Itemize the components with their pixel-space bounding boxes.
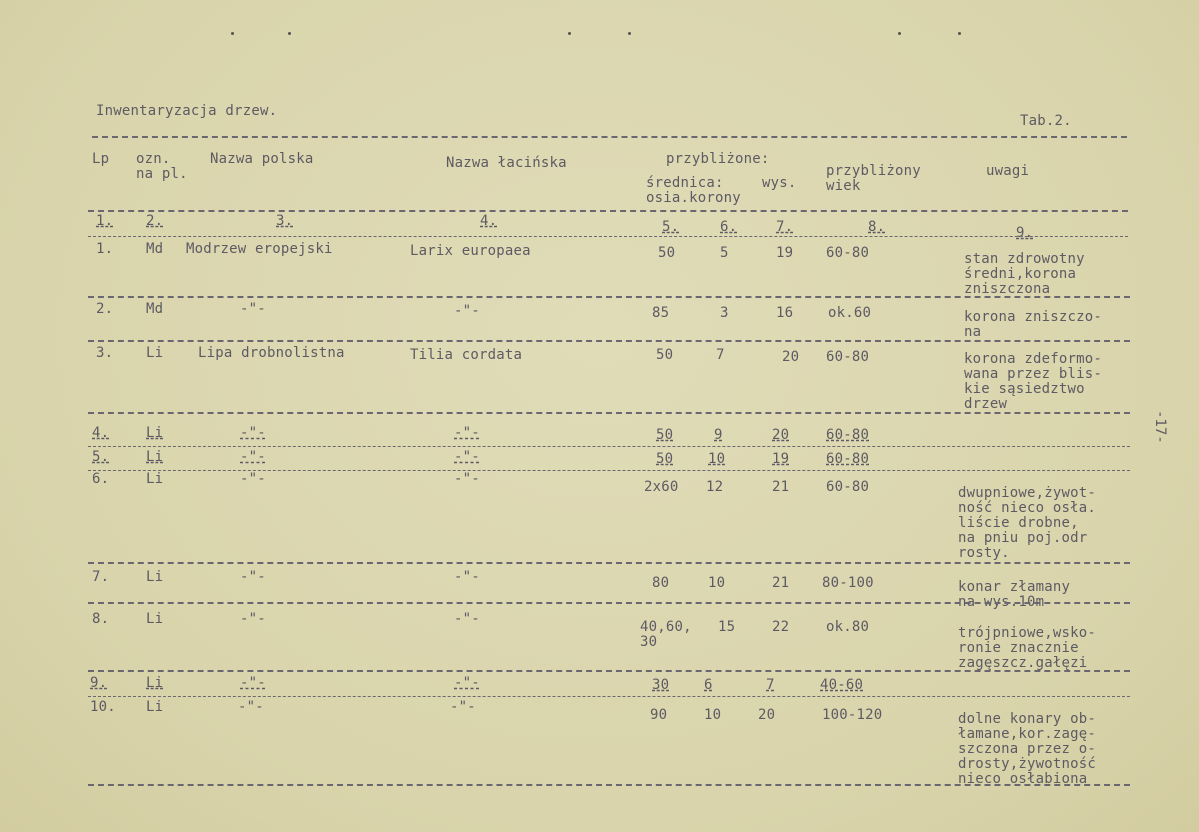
row-lp: 6. xyxy=(92,471,110,487)
row-srednica: 85 xyxy=(652,305,670,321)
row-nazwa-polska: -"- xyxy=(240,449,266,465)
row-nazwa-polska: Modrzew eropejski xyxy=(186,241,333,257)
row-nazwa-polska: -"- xyxy=(240,471,266,487)
row-wysokosc: 7 xyxy=(766,677,775,693)
punch-mark xyxy=(898,32,901,35)
colnum-2: 2. xyxy=(146,213,164,229)
punch-mark xyxy=(568,32,571,35)
row-ozn: Li xyxy=(146,425,164,441)
row-wiek: 100-120 xyxy=(822,707,883,723)
col-wys: wys. xyxy=(762,175,797,191)
row-rule xyxy=(88,446,1130,447)
row-nazwa-polska: -"- xyxy=(238,699,264,715)
row-lp: 5. xyxy=(92,449,110,465)
row-nazwa-lacinska: -"- xyxy=(454,569,480,585)
row-rule xyxy=(88,412,1130,414)
row-ozn: Md xyxy=(146,301,164,317)
row-rule xyxy=(88,340,1130,342)
row-nazwa-polska: -"- xyxy=(240,569,266,585)
row-wysokosc: 22 xyxy=(772,619,790,635)
row-korona: 10 xyxy=(708,451,726,467)
row-uwagi: dwupniowe,żywot- ność nieco osła. liście drobne, na pniu poj.odr rosty. xyxy=(958,485,1097,561)
row-wiek: 60-80 xyxy=(826,349,870,365)
row-rule xyxy=(88,670,1130,672)
row-korona: 15 xyxy=(718,619,736,635)
punch-mark xyxy=(288,32,291,35)
colnum-6: 6. xyxy=(720,219,738,235)
row-wysokosc: 19 xyxy=(776,245,794,261)
row-nazwa-polska: -"- xyxy=(240,301,266,317)
row-wiek: ok.80 xyxy=(826,619,870,635)
header-bottom-rule xyxy=(88,210,1128,212)
row-nazwa-polska: -"- xyxy=(240,611,266,627)
col-ozn: ozn. na pl. xyxy=(136,151,188,182)
row-wysokosc: 21 xyxy=(772,479,790,495)
row-lp: 1. xyxy=(96,241,114,257)
row-uwagi: korona zdeformo- wana przez blis- kie sąsiedztwo drzew xyxy=(964,351,1103,412)
row-lp: 4. xyxy=(92,425,110,441)
row-wysokosc: 21 xyxy=(772,575,790,591)
colnum-5: 5. xyxy=(662,219,680,235)
row-uwagi: dolne konary ob- łamane,kor.zagę- szczona przez o- drosty,żywotność nieco osłabiona xyxy=(958,711,1097,787)
row-srednica: 50 xyxy=(656,427,674,443)
row-wiek: 60-80 xyxy=(826,479,870,495)
row-korona: 7 xyxy=(716,347,725,363)
punch-mark xyxy=(628,32,631,35)
row-korona: 6 xyxy=(704,677,713,693)
row-ozn: Li xyxy=(146,449,164,465)
row-uwagi: trójpniowe,wsko- ronie znacznie zagęszcz.gałęzi xyxy=(958,625,1097,671)
row-nazwa-lacinska: -"- xyxy=(454,611,480,627)
row-korona: 10 xyxy=(708,575,726,591)
table-number: Tab.2. xyxy=(1020,113,1072,129)
row-wiek: 60-80 xyxy=(826,245,870,261)
row-nazwa-lacinska: -"- xyxy=(454,303,480,319)
header-rule xyxy=(92,136,1127,138)
row-ozn: Li xyxy=(146,569,164,585)
row-wiek: 60-80 xyxy=(826,451,870,467)
col-nazwa-polska: Nazwa polska xyxy=(210,151,314,167)
row-wysokosc: 19 xyxy=(772,451,790,467)
row-wiek: 60-80 xyxy=(826,427,870,443)
row-wysokosc: 20 xyxy=(758,707,776,723)
col-nazwa-lacinska: Nazwa łacińska xyxy=(446,155,567,171)
row-nazwa-lacinska: Larix europaea xyxy=(410,243,531,259)
row-wiek: 80-100 xyxy=(822,575,874,591)
row-nazwa-lacinska: -"- xyxy=(454,471,480,487)
col-lp: Lp xyxy=(92,151,110,167)
colnum-9: 9. xyxy=(1016,225,1034,241)
row-rule xyxy=(88,784,1130,786)
row-lp: 7. xyxy=(92,569,110,585)
row-korona: 5 xyxy=(720,245,729,261)
row-srednica: 40,60, 30 xyxy=(640,619,692,650)
row-wysokosc: 16 xyxy=(776,305,794,321)
row-srednica: 90 xyxy=(650,707,668,723)
row-ozn: Li xyxy=(146,345,164,361)
colnum-rule xyxy=(88,236,1128,237)
row-nazwa-lacinska: -"- xyxy=(454,449,480,465)
row-ozn: Md xyxy=(146,241,164,257)
row-korona: 3 xyxy=(720,305,729,321)
col-srednica: średnica: osia.korony xyxy=(646,175,741,206)
row-uwagi: stan zdrowotny średni,korona zniszczona xyxy=(964,251,1085,297)
punch-mark xyxy=(231,32,234,35)
colnum-1: 1. xyxy=(96,213,114,229)
row-wiek: ok.60 xyxy=(828,305,872,321)
colnum-7: 7. xyxy=(776,219,794,235)
margin-page-number: -17- xyxy=(1152,410,1168,444)
row-ozn: Li xyxy=(146,471,164,487)
colnum-8: 8. xyxy=(868,219,886,235)
row-nazwa-lacinska: -"- xyxy=(454,425,480,441)
row-korona: 9 xyxy=(714,427,723,443)
row-rule xyxy=(88,602,1130,604)
row-ozn: Li xyxy=(146,699,164,715)
row-nazwa-lacinska: -"- xyxy=(450,699,476,715)
row-nazwa-polska: -"- xyxy=(240,675,266,691)
row-wysokosc: 20 xyxy=(772,427,790,443)
row-uwagi: korona zniszczo- na xyxy=(964,309,1103,340)
row-lp: 2. xyxy=(96,301,114,317)
row-wiek: 40-60 xyxy=(820,677,864,693)
row-nazwa-polska: -"- xyxy=(240,425,266,441)
row-srednica: 30 xyxy=(652,677,670,693)
row-srednica: 2x60 xyxy=(644,479,679,495)
row-rule xyxy=(88,296,1130,298)
row-lp: 8. xyxy=(92,611,110,627)
row-nazwa-lacinska: -"- xyxy=(454,675,480,691)
row-wysokosc: 20 xyxy=(782,349,800,365)
row-nazwa-polska: Lipa drobnolistna xyxy=(198,345,345,361)
row-srednica: 50 xyxy=(656,451,674,467)
row-uwagi: konar złamany na wys.10m xyxy=(958,579,1071,610)
row-lp: 9. xyxy=(90,675,108,691)
row-rule xyxy=(88,562,1130,564)
row-lp: 3. xyxy=(96,345,114,361)
row-srednica: 50 xyxy=(656,347,674,363)
row-lp: 10. xyxy=(90,699,116,715)
row-srednica: 80 xyxy=(652,575,670,591)
row-ozn: Li xyxy=(146,611,164,627)
document-title: Inwentaryzacja drzew. xyxy=(96,103,278,119)
row-korona: 10 xyxy=(704,707,722,723)
row-korona: 12 xyxy=(706,479,724,495)
colnum-3: 3. xyxy=(276,213,294,229)
col-wiek: przybliżony wiek xyxy=(826,163,921,194)
row-nazwa-lacinska: Tilia cordata xyxy=(410,347,523,363)
col-przyblizone: przybliżone: xyxy=(666,151,770,167)
punch-mark xyxy=(958,32,961,35)
col-uwagi: uwagi xyxy=(986,163,1030,179)
row-srednica: 50 xyxy=(658,245,676,261)
colnum-4: 4. xyxy=(480,213,498,229)
row-ozn: Li xyxy=(146,675,164,691)
row-rule xyxy=(88,696,1130,697)
